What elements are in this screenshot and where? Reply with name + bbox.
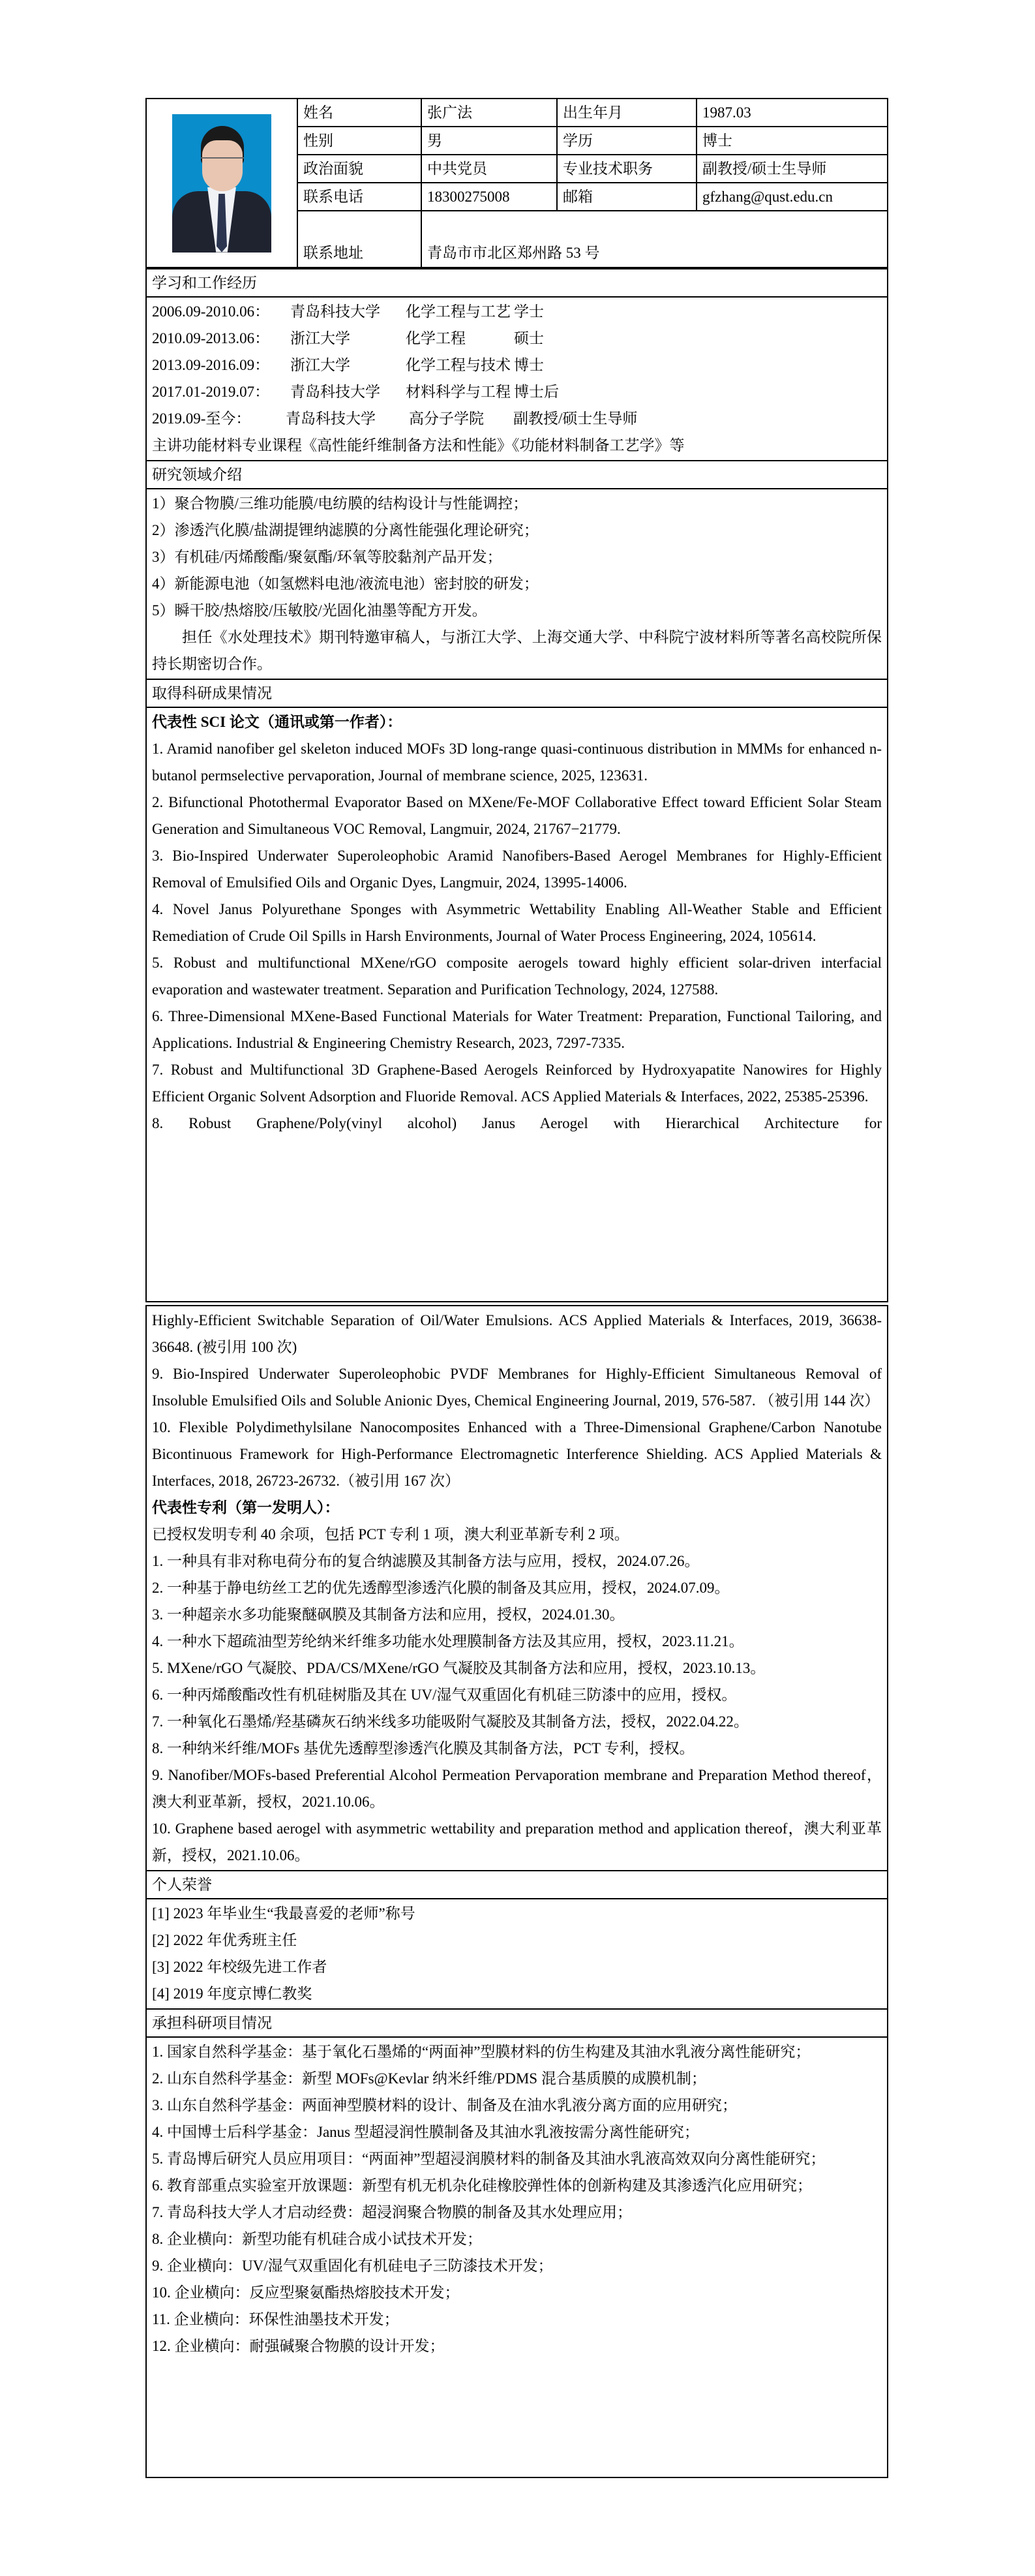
edu-institution: 青岛科技大学 <box>290 303 380 320</box>
edu-period: 2013.09-2016.09： <box>152 357 270 373</box>
project-item: 2. 山东自然科学基金：新型 MOFs@Kevlar 纳米纤维/PDMS 混合基质膜的成膜机制； <box>152 2070 706 2087</box>
project-item: 1. 国家自然科学基金：基于氧化石墨烯的“两面神”型膜材料的仿生构建及其油水乳液分离性能研究； <box>152 2044 811 2060</box>
edu-major: 化学工程与工艺 <box>406 303 511 320</box>
section-title-projects: 承担科研项目情况 <box>147 2008 887 2036</box>
education-entry <box>152 298 882 325</box>
field-value-address: 青岛市市北区郑州路 53 号 <box>421 211 887 268</box>
paper-item: 10. Flexible Polydimethylsilane Nanocomposites Enhanced with a Three-Dimensional Graphene/Carbon Nanotube Bicontinuous Framework for High-Performance Electromagnetic Interference Shielding. ACS Applied Materials & Interfaces, 2018, 26723-26732.（被引用 167 次） <box>152 1419 882 1489</box>
field-label: 姓名 <box>297 99 421 127</box>
education-section <box>147 296 887 460</box>
paper-item: 6. Three-Dimensional MXene-Based Functional Materials for Water Treatment: Preparation, Functional Tailoring, and Applications. Industrial & Engineering Chemistry Research, 2023, 7297-7335. <box>152 1008 882 1051</box>
edu-degree: 博士后 <box>514 384 559 400</box>
honor-item: [2] 2022 年优秀班主任 <box>152 1932 297 1948</box>
paper-item: 9. Bio-Inspired Underwater Superoleophobic PVDF Membranes for Highly-Efficient Simultaneous Removal of Insoluble Emulsified Oils and Soluble Anionic Dyes, Chemical Engineering Journal, 2019, 576-587. （被引用 144 次） <box>152 1366 882 1409</box>
section-title-achievements: 取得科研成果情况 <box>147 679 887 707</box>
edu-degree: 副教授/硕士生导师 <box>513 410 638 427</box>
paper-item: 4. Novel Janus Polyurethane Sponges with Asymmetric Wettability Enabling All-Weather Stable and Efficient Remediation of Crude Oil Spills in Harsh Environments, Journal of Water Process Engineering, 2024, 105614. <box>152 901 882 944</box>
patent-item: 6. 一种丙烯酸酯改性有机硅树脂及其在 UV/湿气双重固化有机硅三防漆中的应用，授权。 <box>152 1687 737 1703</box>
research-section <box>147 488 887 679</box>
photo-cell <box>147 99 297 268</box>
field-value-phone[interactable]: 18300275008 <box>421 183 557 211</box>
edu-major: 材料科学与工程 <box>406 384 511 400</box>
research-item: 2）渗透汽化膜/盐湖提锂纳滤膜的分离性能强化理论研究； <box>152 522 539 538</box>
paper-item: 2. Bifunctional Photothermal Evaporator Based on MXene/Fe-MOF Collaborative Effect toward Efficient Solar Steam Generation and Simultaneous VOC Removal, Langmuir, 2024, 21767−21779. <box>152 794 882 837</box>
section-title-education: 学习和工作经历 <box>147 268 887 296</box>
paper-item-part: 8. Robust Graphene/Poly(vinyl alcohol) Janus Aerogel with Hierarchical Architecture for <box>152 1115 882 1131</box>
research-item: 3）有机硅/丙烯酸酯/聚氨酯/环氧等胶黏剂产品开发； <box>152 549 502 565</box>
field-label: 专业技术职务 <box>557 155 697 183</box>
patents-heading: 代表性专利（第一发明人）： <box>152 1499 340 1516</box>
project-item: 11. 企业横向：环保性油墨技术开发； <box>152 2311 399 2327</box>
project-item: 8. 企业横向：新型功能有机硅合成小试技术开发； <box>152 2231 482 2247</box>
field-label: 联系电话 <box>297 183 421 211</box>
field-label: 政治面貌 <box>297 155 421 183</box>
edu-period: 2010.09-2013.06： <box>152 330 270 346</box>
research-item: 4）新能源电池（如氢燃料电池/液流电池）密封胶的研发； <box>152 575 539 592</box>
field-value-political: 中共党员 <box>421 155 557 183</box>
section-title-honors: 个人荣誉 <box>147 1870 887 1898</box>
research-item: 5）瞬干胶/热熔胶/压敏胶/光固化油墨等配方开发。 <box>152 602 487 619</box>
field-label: 邮箱 <box>557 183 697 211</box>
edu-major: 高分子学院 <box>409 410 484 427</box>
patent-item: 9. Nanofiber/MOFs-based Preferential Alcohol Permeation Pervaporation membrane and Preparation Method thereof，澳大利亚革新，授权，2021.10.06。 <box>152 1767 882 1810</box>
research-item: 1）聚合物膜/三维功能膜/电纺膜的结构设计与性能调控； <box>152 495 528 512</box>
project-item: 4. 中国博士后科学基金：Janus 型超浸润性膜制备及其油水乳液按需分离性能研究； <box>152 2124 699 2140</box>
paper-item-part: Highly-Efficient Switchable Separation of Oil/Water Emulsions. ACS Applied Materials & Interfaces, 2019, 36638-36648. (被引用 100 次) <box>152 1312 882 1355</box>
patent-item: 1. 一种具有非对称电荷分布的复合纳滤膜及其制备方法与应用，授权，2024.07.26。 <box>152 1553 700 1569</box>
edu-period: 2006.09-2010.06： <box>152 303 270 320</box>
paper-item: 1. Aramid nanofiber gel skeleton induced MOFs 3D long-range quasi-continuous distribution in MMMs for enhanced n-butanol permselective pervaporation, Journal of membrane science, 2025, 123631. <box>152 741 882 784</box>
honor-item: [1] 2023 年毕业生“我最喜爱的老师”称号 <box>152 1905 415 1922</box>
project-item: 12. 企业横向：耐强碱聚合物膜的设计开发； <box>152 2338 445 2354</box>
field-label: 出生年月 <box>557 99 697 127</box>
edu-period: 2017.01-2019.07： <box>152 384 270 400</box>
profile-row <box>147 99 887 127</box>
projects-section <box>147 2036 887 2361</box>
edu-institution: 浙江大学 <box>290 357 350 373</box>
field-value-degree: 博士 <box>697 127 887 155</box>
project-item: 3. 山东自然科学基金：两面神型膜材料的设计、制备及在油水乳液分离方面的应用研究； <box>152 2097 737 2113</box>
paper-item: 3. Bio-Inspired Underwater Superoleophobic Aramid Nanofibers-Based Aerogel Membranes for Highly-Efficient Removal of Emulsified Oils and Organic Dyes, Langmuir, 2024, 13995-14006. <box>152 848 882 891</box>
project-item: 6. 教育部重点实验室开放课题：新型有机无机杂化硅橡胶弹性体的创新构建及其渗透汽化应用研究； <box>152 2177 812 2194</box>
edu-degree: 博士 <box>514 357 544 373</box>
education-entry <box>152 378 882 405</box>
edu-major: 化学工程 <box>406 330 466 346</box>
portrait-photo <box>172 114 271 253</box>
edu-institution: 青岛科技大学 <box>290 384 380 400</box>
edu-major: 化学工程与技术 <box>406 357 511 373</box>
section-title-research: 研究领域介绍 <box>147 460 887 488</box>
education-entry <box>152 352 882 378</box>
edu-institution: 青岛科技大学 <box>286 410 376 427</box>
patent-item: 8. 一种纳米纤维/MOFs 基优先透醇型渗透汽化膜及其制备方法，PCT 专利，授权。 <box>152 1740 695 1756</box>
field-label: 学历 <box>557 127 697 155</box>
achievements-section <box>147 707 887 1138</box>
education-entry <box>152 325 882 352</box>
honor-item: [3] 2022 年校级先进工作者 <box>152 1959 327 1975</box>
edu-degree: 硕士 <box>514 330 544 346</box>
achievements-section-continued <box>147 1306 887 1870</box>
patent-item: 5. MXene/rGO 气凝胶、PDA/CS/MXene/rGO 气凝胶及其制备方法和应用，授权，2023.10.13。 <box>152 1660 766 1676</box>
education-entry <box>152 405 882 432</box>
resume-page-1 <box>145 98 888 1302</box>
patents-summary: 已授权发明专利 40 余项，包括 PCT 专利 1 项，澳大利亚革新专利 2 项。 <box>152 1526 629 1542</box>
patent-item: 10. Graphene based aerogel with asymmetric wettability and preparation method and application thereof，澳大利亚革新，授权，2021.10.06。 <box>152 1820 882 1863</box>
project-item: 10. 企业横向：反应型聚氨酯热熔胶技术开发； <box>152 2284 460 2301</box>
paper-item: 5. Robust and multifunctional MXene/rGO composite aerogels toward highly efficient solar-driven interfacial evaporation and wastewater treatment. Separation and Purification Technology, 2024, 127588. <box>152 955 882 998</box>
patent-item: 4. 一种水下超疏油型芳纶纳米纤维多功能水处理膜制备方法及其应用，授权，2023.11.21。 <box>152 1633 744 1649</box>
field-value-gender: 男 <box>421 127 557 155</box>
honor-item: [4] 2019 年度京博仁教奖 <box>152 1986 312 2002</box>
field-label: 联系地址 <box>297 211 421 268</box>
papers-heading: 代表性 SCI 论文（通讯或第一作者）： <box>152 714 402 730</box>
edu-degree: 学士 <box>514 303 544 320</box>
field-value-email[interactable]: gfzhang@qust.edu.cn <box>697 183 887 211</box>
project-item: 5. 青岛博后研究人员应用项目：“两面神”型超浸润膜材料的制备及其油水乳液高效双向分离性能研究； <box>152 2151 826 2167</box>
resume-page-2 <box>145 1305 888 2478</box>
project-item: 7. 青岛科技大学人才启动经费：超浸润聚合物膜的制备及其水处理应用； <box>152 2204 632 2220</box>
project-item: 9. 企业横向：UV/湿气双重固化有机硅电子三防漆技术开发； <box>152 2258 553 2274</box>
paper-item: 7. Robust and Multifunctional 3D Graphene-Based Aerogels Reinforced by Hydroxyapatite Nanowires for Highly Efficient Organic Solvent Adsorption and Fluoride Removal. ACS Applied Materials & Interfaces, 2022, 25385-25396. <box>152 1062 882 1105</box>
profile-table <box>147 99 887 268</box>
edu-period: 2019.09-至今： <box>152 410 251 427</box>
courses-text: 主讲功能材料专业课程《高性能纤维制备方法和性能》《功能材料制备工艺学》等 <box>152 437 685 453</box>
field-value-name: 张广法 <box>421 99 557 127</box>
honors-section <box>147 1898 887 2008</box>
patent-item: 2. 一种基于静电纺丝工艺的优先透醇型渗透汽化膜的制备及其应用，授权，2024.07.09。 <box>152 1580 730 1596</box>
patent-item: 7. 一种氧化石墨烯/羟基磷灰石纳米线多功能吸附气凝胶及其制备方法，授权，2022.04.22。 <box>152 1713 749 1730</box>
patent-item: 3. 一种超亲水多功能聚醚砜膜及其制备方法和应用，授权，2024.01.30。 <box>152 1606 625 1623</box>
field-label: 性别 <box>297 127 421 155</box>
field-value-birth: 1987.03 <box>697 99 887 127</box>
edu-institution: 浙江大学 <box>290 330 350 346</box>
field-value-title: 副教授/硕士生导师 <box>697 155 887 183</box>
research-note: 担任《水处理技术》期刊特邀审稿人，与浙江大学、上海交通大学、中科院宁波材料所等著名高校院所保持长期密切合作。 <box>152 629 882 672</box>
